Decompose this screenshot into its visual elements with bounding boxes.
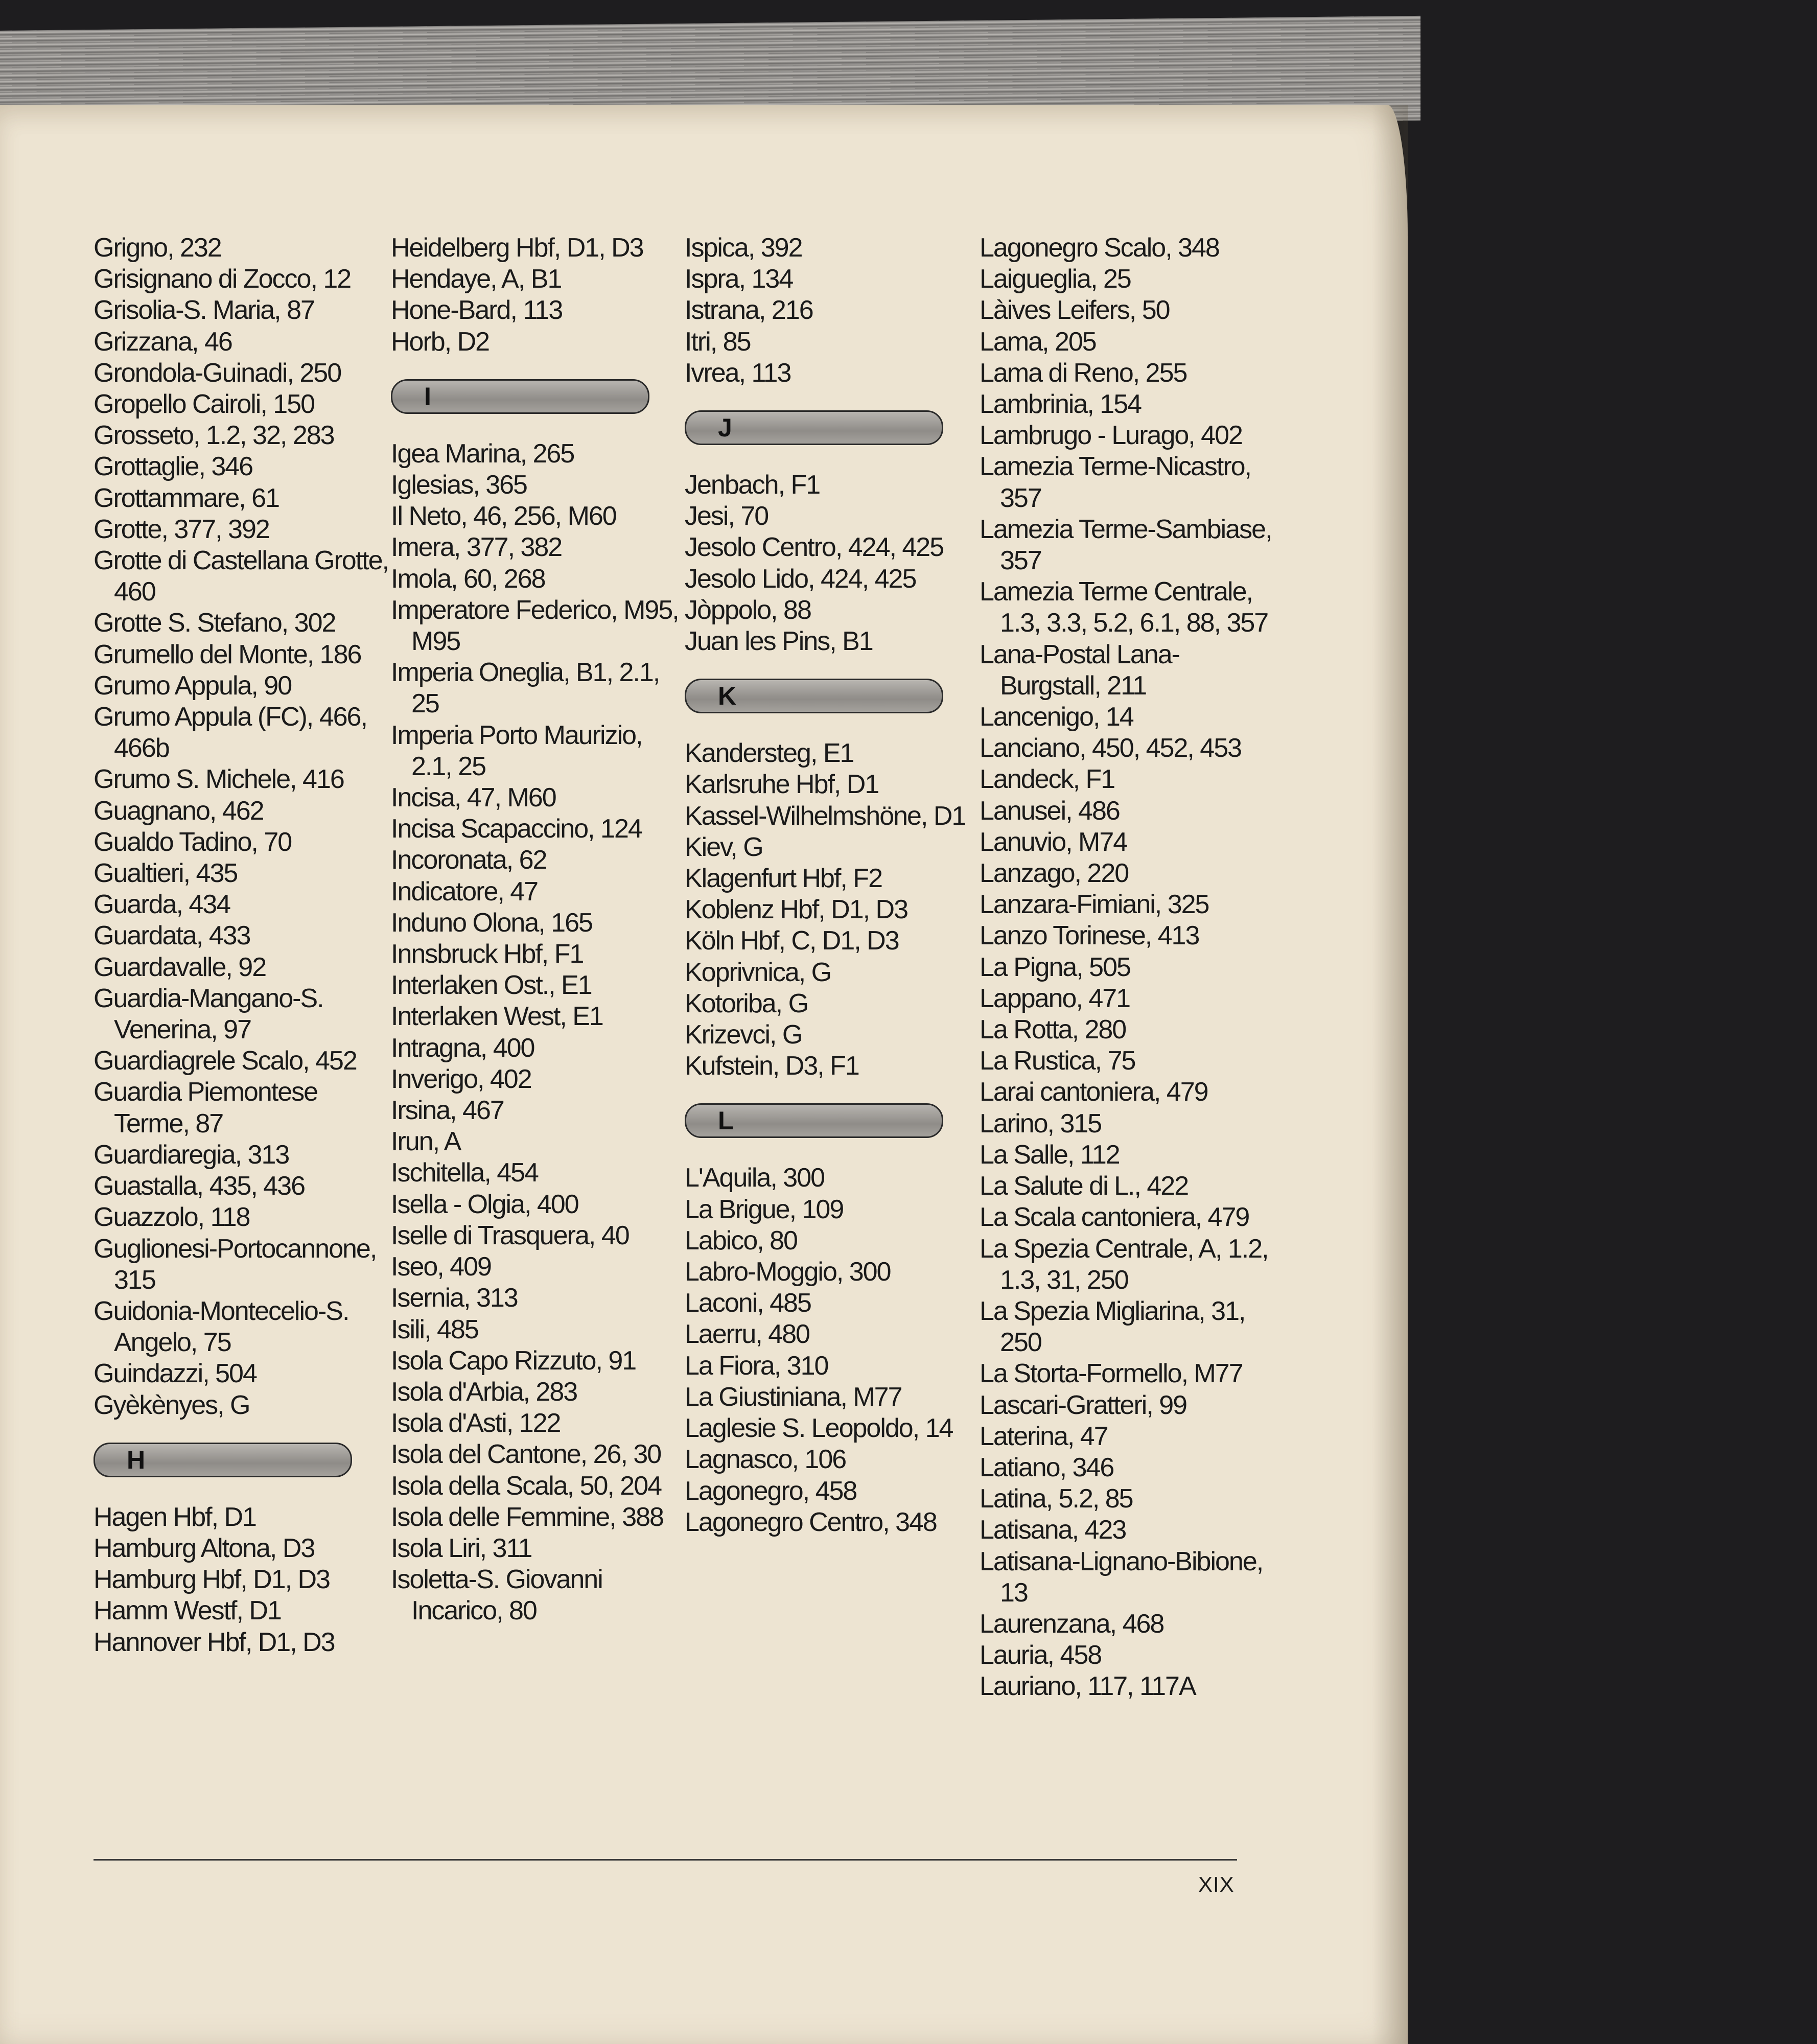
index-entry: Gropello Cairoli, 150	[94, 389, 315, 420]
index-entry: Interlaken Ost., E1	[391, 970, 592, 1001]
index-entry: Isola delle Femmine, 388	[391, 1502, 663, 1532]
index-entry: Koblenz Hbf, D1, D3	[685, 895, 908, 925]
index-entry: Isola Liri, 311	[391, 1533, 532, 1563]
index-entry: Grosseto, 1.2, 32, 283	[94, 421, 334, 451]
index-entry: Laconi, 485	[685, 1288, 811, 1318]
index-entry: Grotte S. Stefano, 302	[94, 608, 336, 638]
index-entry: Lana-Postal Lana-Burgstall, 211	[980, 639, 1179, 701]
index-entry: Grondola-Guinadi, 250	[94, 358, 341, 388]
index-entry: Horb, D2	[391, 327, 490, 357]
index-entry: Hone-Bard, 113	[391, 295, 563, 326]
index-entry: Imperia Porto Maurizio, 2.1, 25	[391, 720, 642, 781]
section-letter: H	[127, 1445, 145, 1474]
index-entry: Grottammare, 61	[94, 483, 279, 513]
index-entry: Guardiaregia, 313	[94, 1140, 289, 1170]
index-entry: Isola Capo Rizzuto, 91	[391, 1345, 636, 1376]
index-entry: Grisignano di Zocco, 12	[94, 264, 351, 294]
index-entry: Isernia, 313	[391, 1283, 518, 1313]
index-entry: Grottaglie, 346	[94, 452, 253, 482]
index-entry: Jesolo Lido, 424, 425	[685, 564, 916, 594]
index-entry: Jòppolo, 88	[685, 595, 811, 625]
index-entry: Lanzara-Fimiani, 325	[980, 890, 1209, 920]
index-entry: Hendaye, A, B1	[391, 264, 562, 294]
index-entry: Hannover Hbf, D1, D3	[94, 1627, 335, 1657]
index-entry: Kiev, G	[685, 832, 763, 862]
index-entry: Guglionesi-Portocannone, 315	[94, 1234, 377, 1295]
index-entry: Lancenigo, 14	[980, 702, 1133, 732]
index-entry: Istrana, 216	[685, 295, 813, 326]
index-entry: Lauriano, 117, 117A	[980, 1671, 1196, 1702]
index-entry: Guastalla, 435, 436	[94, 1171, 305, 1201]
index-entry: Innsbruck Hbf, F1	[391, 939, 584, 969]
index-entry: Grumo Appula, 90	[94, 670, 292, 701]
index-entry: La Rustica, 75	[980, 1046, 1135, 1076]
index-entry: Iselle di Trasquera, 40	[391, 1220, 629, 1250]
index-entry: Laurenzana, 468	[980, 1609, 1164, 1639]
index-entry: Imperatore Federico, M95, M95	[391, 595, 679, 657]
index-entry: Isola del Cantone, 26, 30	[391, 1439, 661, 1470]
index-entry: Incisa Scapaccino, 124	[391, 814, 642, 844]
index-entry: Jenbach, F1	[685, 470, 820, 500]
index-entry: La Pigna, 505	[980, 952, 1130, 982]
index-entry: Lagonegro, 458	[685, 1476, 857, 1506]
index-entry: La Rotta, 280	[980, 1015, 1126, 1045]
index-entry: Guidonia-Montecelio-S. Angelo, 75	[94, 1296, 349, 1358]
index-entry: Grumo Appula (FC), 466, 466b	[94, 702, 367, 763]
index-entry: Indicatore, 47	[391, 876, 538, 907]
index-entry: Lauria, 458	[980, 1640, 1102, 1670]
index-entry: Induno Olona, 165	[391, 908, 592, 938]
index-entry: Jesi, 70	[685, 501, 768, 531]
index-entry: Guazzolo, 118	[94, 1202, 250, 1233]
index-entry: Guardavalle, 92	[94, 952, 266, 982]
index-entry: Iseo, 409	[391, 1252, 491, 1282]
index-entry: Isili, 485	[391, 1314, 478, 1344]
index-entry: La Brigue, 109	[685, 1194, 844, 1224]
index-entry: Grisolia-S. Maria, 87	[94, 295, 314, 326]
index-entry: Grotte di Castellana Grotte, 460	[94, 546, 388, 607]
index-entry: Grumello del Monte, 186	[94, 639, 361, 669]
index-entry: Grotte, 377, 392	[94, 514, 269, 544]
index-entry: Krizevci, G	[685, 1020, 802, 1050]
index-entry: Labico, 80	[685, 1225, 797, 1256]
index-column-1	[94, 233, 388, 1658]
index-entry: Lambrinia, 154	[980, 389, 1141, 420]
section-letter-bar	[685, 679, 943, 713]
index-entry: Irsina, 467	[391, 1096, 504, 1126]
index-entry: Grumo S. Michele, 416	[94, 764, 344, 795]
index-entry: Isola d'Asti, 122	[391, 1408, 561, 1438]
index-entry: Ispra, 134	[685, 264, 793, 294]
index-entry: Lambrugo - Lurago, 402	[980, 421, 1242, 451]
index-entry: La Scala cantoniera, 479	[980, 1202, 1249, 1233]
index-entry: Larai cantoniera, 479	[980, 1077, 1208, 1107]
index-entry: Il Neto, 46, 256, M60	[391, 501, 616, 531]
index-entry: La Giustiniana, M77	[685, 1382, 902, 1412]
index-entry: Isola d'Arbia, 283	[391, 1377, 577, 1407]
index-entry: Klagenfurt Hbf, F2	[685, 864, 882, 894]
index-entry: Guardia Piemontese Terme, 87	[94, 1077, 318, 1139]
index-entry: Larino, 315	[980, 1108, 1102, 1139]
index-entry: Lamezia Terme-Nicastro, 357	[980, 452, 1251, 513]
section-letter-bar	[685, 410, 943, 445]
index-entry: Guindazzi, 504	[94, 1359, 257, 1389]
index-entry: La Salle, 112	[980, 1140, 1120, 1170]
index-entry: Latina, 5.2, 85	[980, 1484, 1133, 1514]
section-letter-bar	[94, 1443, 352, 1477]
index-entry: Grigno, 232	[94, 233, 221, 263]
index-entry: La Spezia Centrale, A, 1.2, 1.3, 31, 250	[980, 1234, 1268, 1295]
index-entry: Gualtieri, 435	[94, 858, 238, 889]
index-entry: La Storta-Formello, M77	[980, 1359, 1243, 1389]
index-entry: Lascari-Gratteri, 99	[980, 1390, 1187, 1420]
index-entry: Igea Marina, 265	[391, 438, 574, 469]
index-entry: Isoletta-S. Giovanni Incarico, 80	[391, 1565, 602, 1626]
index-entry: Guardiagrele Scalo, 452	[94, 1046, 357, 1076]
footer-rule	[94, 1859, 1237, 1861]
index-entry: Landeck, F1	[980, 764, 1115, 795]
index-entry: Intragna, 400	[391, 1033, 534, 1063]
index-entry: Lamezia Terme Centrale, 1.3, 3.3, 5.2, 6.1, 88, 357	[980, 577, 1268, 638]
index-entry: Lagonegro Scalo, 348	[980, 233, 1219, 263]
index-entry: Itri, 85	[685, 327, 751, 357]
index-entry: La Salute di L., 422	[980, 1171, 1189, 1201]
index-entry: Imera, 377, 382	[391, 532, 562, 563]
section-letter-bar	[391, 379, 649, 414]
index-entry: Guarda, 434	[94, 890, 230, 920]
section-letter-bar	[685, 1103, 943, 1138]
section-letter: J	[718, 413, 731, 443]
index-entry: Lamezia Terme-Sambiase, 357	[980, 514, 1272, 576]
index-entry: Laigueglia, 25	[980, 264, 1131, 294]
section-letter: K	[718, 682, 736, 711]
page-number: XIX	[1198, 1872, 1234, 1896]
index-entry: Laglesie S. Leopoldo, 14	[685, 1413, 953, 1444]
index-entry: Laterina, 47	[980, 1421, 1108, 1451]
index-entry: Lagonegro Centro, 348	[685, 1507, 937, 1537]
index-entry: Incoronata, 62	[391, 845, 547, 875]
index-entry: Irun, A	[391, 1127, 461, 1157]
index-entry: Lanzago, 220	[980, 858, 1129, 889]
index-entry: Ispica, 392	[685, 233, 802, 263]
index-entry: Imola, 60, 268	[391, 564, 545, 594]
index-entry: Lama, 205	[980, 327, 1096, 357]
index-entry: Jesolo Centro, 424, 425	[685, 532, 944, 563]
index-entry: Lanusei, 486	[980, 796, 1120, 826]
index-entry: Hamm Westf, D1	[94, 1596, 281, 1626]
index-entry: Kufstein, D3, F1	[685, 1051, 859, 1081]
index-entry: Juan les Pins, B1	[685, 626, 873, 657]
index-entry: Latisana-Lignano-Bibione, 13	[980, 1546, 1263, 1608]
index-entry: Isola della Scala, 50, 204	[391, 1471, 662, 1501]
index-entry: Labro-Moggio, 300	[685, 1257, 891, 1287]
index-entry: La Fiora, 310	[685, 1351, 828, 1381]
index-entry: Lama di Reno, 255	[980, 358, 1187, 388]
index-entry: Laerru, 480	[685, 1319, 809, 1350]
index-entry: Lanciano, 450, 452, 453	[980, 733, 1242, 763]
index-entry: Ivrea, 113	[685, 358, 791, 388]
index-entry: Lagnasco, 106	[685, 1445, 846, 1475]
index-entry: Kotoriba, G	[685, 988, 808, 1018]
index-entry: Imperia Oneglia, B1, 2.1, 25	[391, 658, 660, 719]
index-entry: Lanuvio, M74	[980, 827, 1127, 857]
index-entry: Hamburg Hbf, D1, D3	[94, 1565, 330, 1595]
index-entry: Guagnano, 462	[94, 796, 264, 826]
index-entry: Hagen Hbf, D1	[94, 1502, 256, 1532]
index-entry: Inverigo, 402	[391, 1064, 531, 1094]
index-entry: Isella - Olgia, 400	[391, 1189, 578, 1219]
index-entry: Karlsruhe Hbf, D1	[685, 770, 879, 800]
index-entry: Latiano, 346	[980, 1452, 1114, 1482]
index-entry: Ischitella, 454	[391, 1158, 538, 1188]
index-entry: Hamburg Altona, D3	[94, 1533, 315, 1563]
index-entry: Làives Leifers, 50	[980, 295, 1170, 326]
index-column-3	[685, 233, 971, 1538]
index-entry: La Spezia Migliarina, 31, 250	[980, 1296, 1245, 1358]
index-entry: Interlaken West, E1	[391, 1002, 603, 1032]
index-entry: Köln Hbf, C, D1, D3	[685, 926, 899, 956]
section-letter: I	[424, 382, 430, 411]
index-entry: Koprivnica, G	[685, 957, 831, 987]
index-entry: Iglesias, 365	[391, 470, 527, 500]
index-entry: Guardata, 433	[94, 921, 250, 951]
index-column-4	[980, 233, 1272, 1703]
index-entry: Heidelberg Hbf, D1, D3	[391, 233, 643, 263]
index-entry: Kassel-Wilhelmshöne, D1	[685, 801, 966, 831]
index-entry: Guardia-Mangano-S. Venerina, 97	[94, 983, 323, 1045]
index-column-2	[391, 233, 677, 1627]
index-entry: Latisana, 423	[980, 1515, 1126, 1545]
section-letter: L	[718, 1106, 733, 1135]
index-entry: Gualdo Tadino, 70	[94, 827, 292, 857]
index-entry: Lanzo Torinese, 413	[980, 921, 1199, 951]
index-entry: Kandersteg, E1	[685, 738, 854, 769]
index-entry: L'Aquila, 300	[685, 1163, 825, 1193]
index-entry: Incisa, 47, M60	[391, 783, 556, 813]
index-entry: Grizzana, 46	[94, 327, 232, 357]
index-entry: Gyèkènyes, G	[94, 1390, 250, 1420]
index-entry: Lappano, 471	[980, 983, 1130, 1013]
